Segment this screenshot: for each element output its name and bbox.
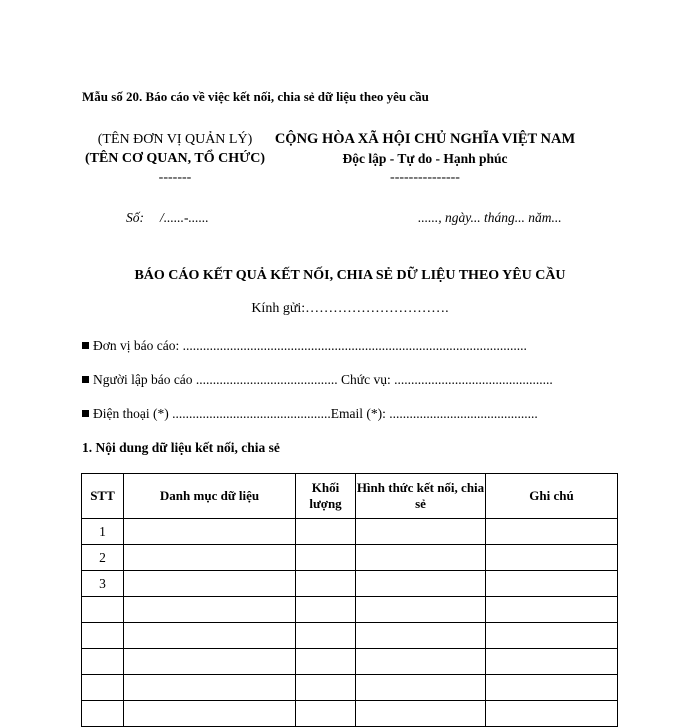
header-stt: STT	[82, 474, 124, 519]
cell-notes	[486, 649, 618, 675]
cell-notes	[486, 519, 618, 545]
managing-unit-name: (TÊN ĐƠN VỊ QUẢN LÝ)	[97, 132, 253, 147]
form-number: Mẫu số 20. Báo cáo về việc kết nối, chia sẻ dữ liệu theo yêu cầu	[82, 89, 429, 104]
table-row	[82, 623, 618, 649]
document-number-label: Số:	[126, 210, 144, 225]
document-number-line	[126, 210, 209, 226]
cell-data-category	[124, 519, 296, 545]
cell-stt	[82, 597, 124, 623]
cell-connection-method	[356, 649, 486, 675]
cell-data-category	[124, 701, 296, 727]
header-right-block	[266, 130, 584, 187]
header-left-separator: -------	[158, 170, 192, 185]
field-phone-email-text: Điện thoại (*) ...............................................Email (*): ............................................	[93, 406, 538, 421]
table-row	[82, 649, 618, 675]
cell-stt	[82, 623, 124, 649]
date-line: ......, ngày... tháng... năm...	[418, 210, 562, 225]
cell-data-category	[124, 675, 296, 701]
cell-connection-method	[356, 571, 486, 597]
table-row	[82, 571, 618, 597]
field-reporting-unit-text: Đơn vị báo cáo: ......................................................................................................	[93, 338, 527, 353]
cell-notes	[486, 623, 618, 649]
cell-volume	[296, 701, 356, 727]
cell-connection-method	[356, 701, 486, 727]
cell-notes	[486, 597, 618, 623]
square-bullet-icon	[82, 342, 89, 349]
cell-stt	[82, 675, 124, 701]
header-connection-method: Hình thức kết nối, chia sẻ	[356, 474, 486, 519]
cell-connection-method	[356, 597, 486, 623]
report-title: BÁO CÁO KẾT QUẢ KẾT NỐI, CHIA SẺ DỮ LIỆU THEO YÊU CẦU	[134, 268, 566, 283]
field-reporter	[82, 372, 553, 388]
cell-notes	[486, 545, 618, 571]
cell-stt: 3	[82, 571, 124, 597]
cell-notes	[486, 675, 618, 701]
header-volume: Khối lượng	[296, 474, 356, 519]
cell-connection-method	[356, 519, 486, 545]
cell-connection-method	[356, 623, 486, 649]
cell-volume	[296, 545, 356, 571]
cell-stt	[82, 649, 124, 675]
cell-connection-method	[356, 675, 486, 701]
national-motto: Độc lập - Tự do - Hạnh phúc	[342, 151, 508, 166]
cell-stt: 2	[82, 545, 124, 571]
document-number-value: /......-......	[160, 210, 209, 225]
cell-notes	[486, 701, 618, 727]
national-title: CỘNG HÒA XÃ HỘI CHỦ NGHĨA VIỆT NAM	[274, 131, 576, 147]
cell-data-category	[124, 545, 296, 571]
cell-stt	[82, 701, 124, 727]
cell-data-category	[124, 571, 296, 597]
table-header-row	[82, 474, 618, 519]
cell-volume	[296, 623, 356, 649]
organization-name: (TÊN CƠ QUAN, TỔ CHỨC)	[84, 151, 266, 166]
cell-volume	[296, 519, 356, 545]
table-row	[82, 519, 618, 545]
cell-data-category	[124, 649, 296, 675]
square-bullet-icon	[82, 376, 89, 383]
header-notes: Ghi chú	[486, 474, 618, 519]
cell-data-category	[124, 597, 296, 623]
table-row	[82, 675, 618, 701]
cell-notes	[486, 571, 618, 597]
field-phone-email	[82, 406, 538, 422]
recipient-line: Kính gửi:………………………….	[251, 301, 449, 316]
section-1-title: 1. Nội dung dữ liệu kết nối, chia sẻ	[82, 440, 280, 455]
square-bullet-icon	[82, 410, 89, 417]
header-data-category: Danh mục dữ liệu	[124, 474, 296, 519]
data-table	[81, 473, 618, 727]
cell-volume	[296, 571, 356, 597]
table-row	[82, 545, 618, 571]
table-row	[82, 597, 618, 623]
field-reporting-unit	[82, 338, 527, 354]
header-right-separator: ---------------	[390, 170, 460, 185]
header-left-block	[80, 130, 270, 187]
field-reporter-text: Người lập báo cáo .......................................... Chức vụ: ...............................................	[93, 372, 553, 387]
cell-connection-method	[356, 545, 486, 571]
cell-volume	[296, 597, 356, 623]
cell-volume	[296, 675, 356, 701]
cell-stt: 1	[82, 519, 124, 545]
table-row	[82, 701, 618, 727]
cell-volume	[296, 649, 356, 675]
cell-data-category	[124, 623, 296, 649]
